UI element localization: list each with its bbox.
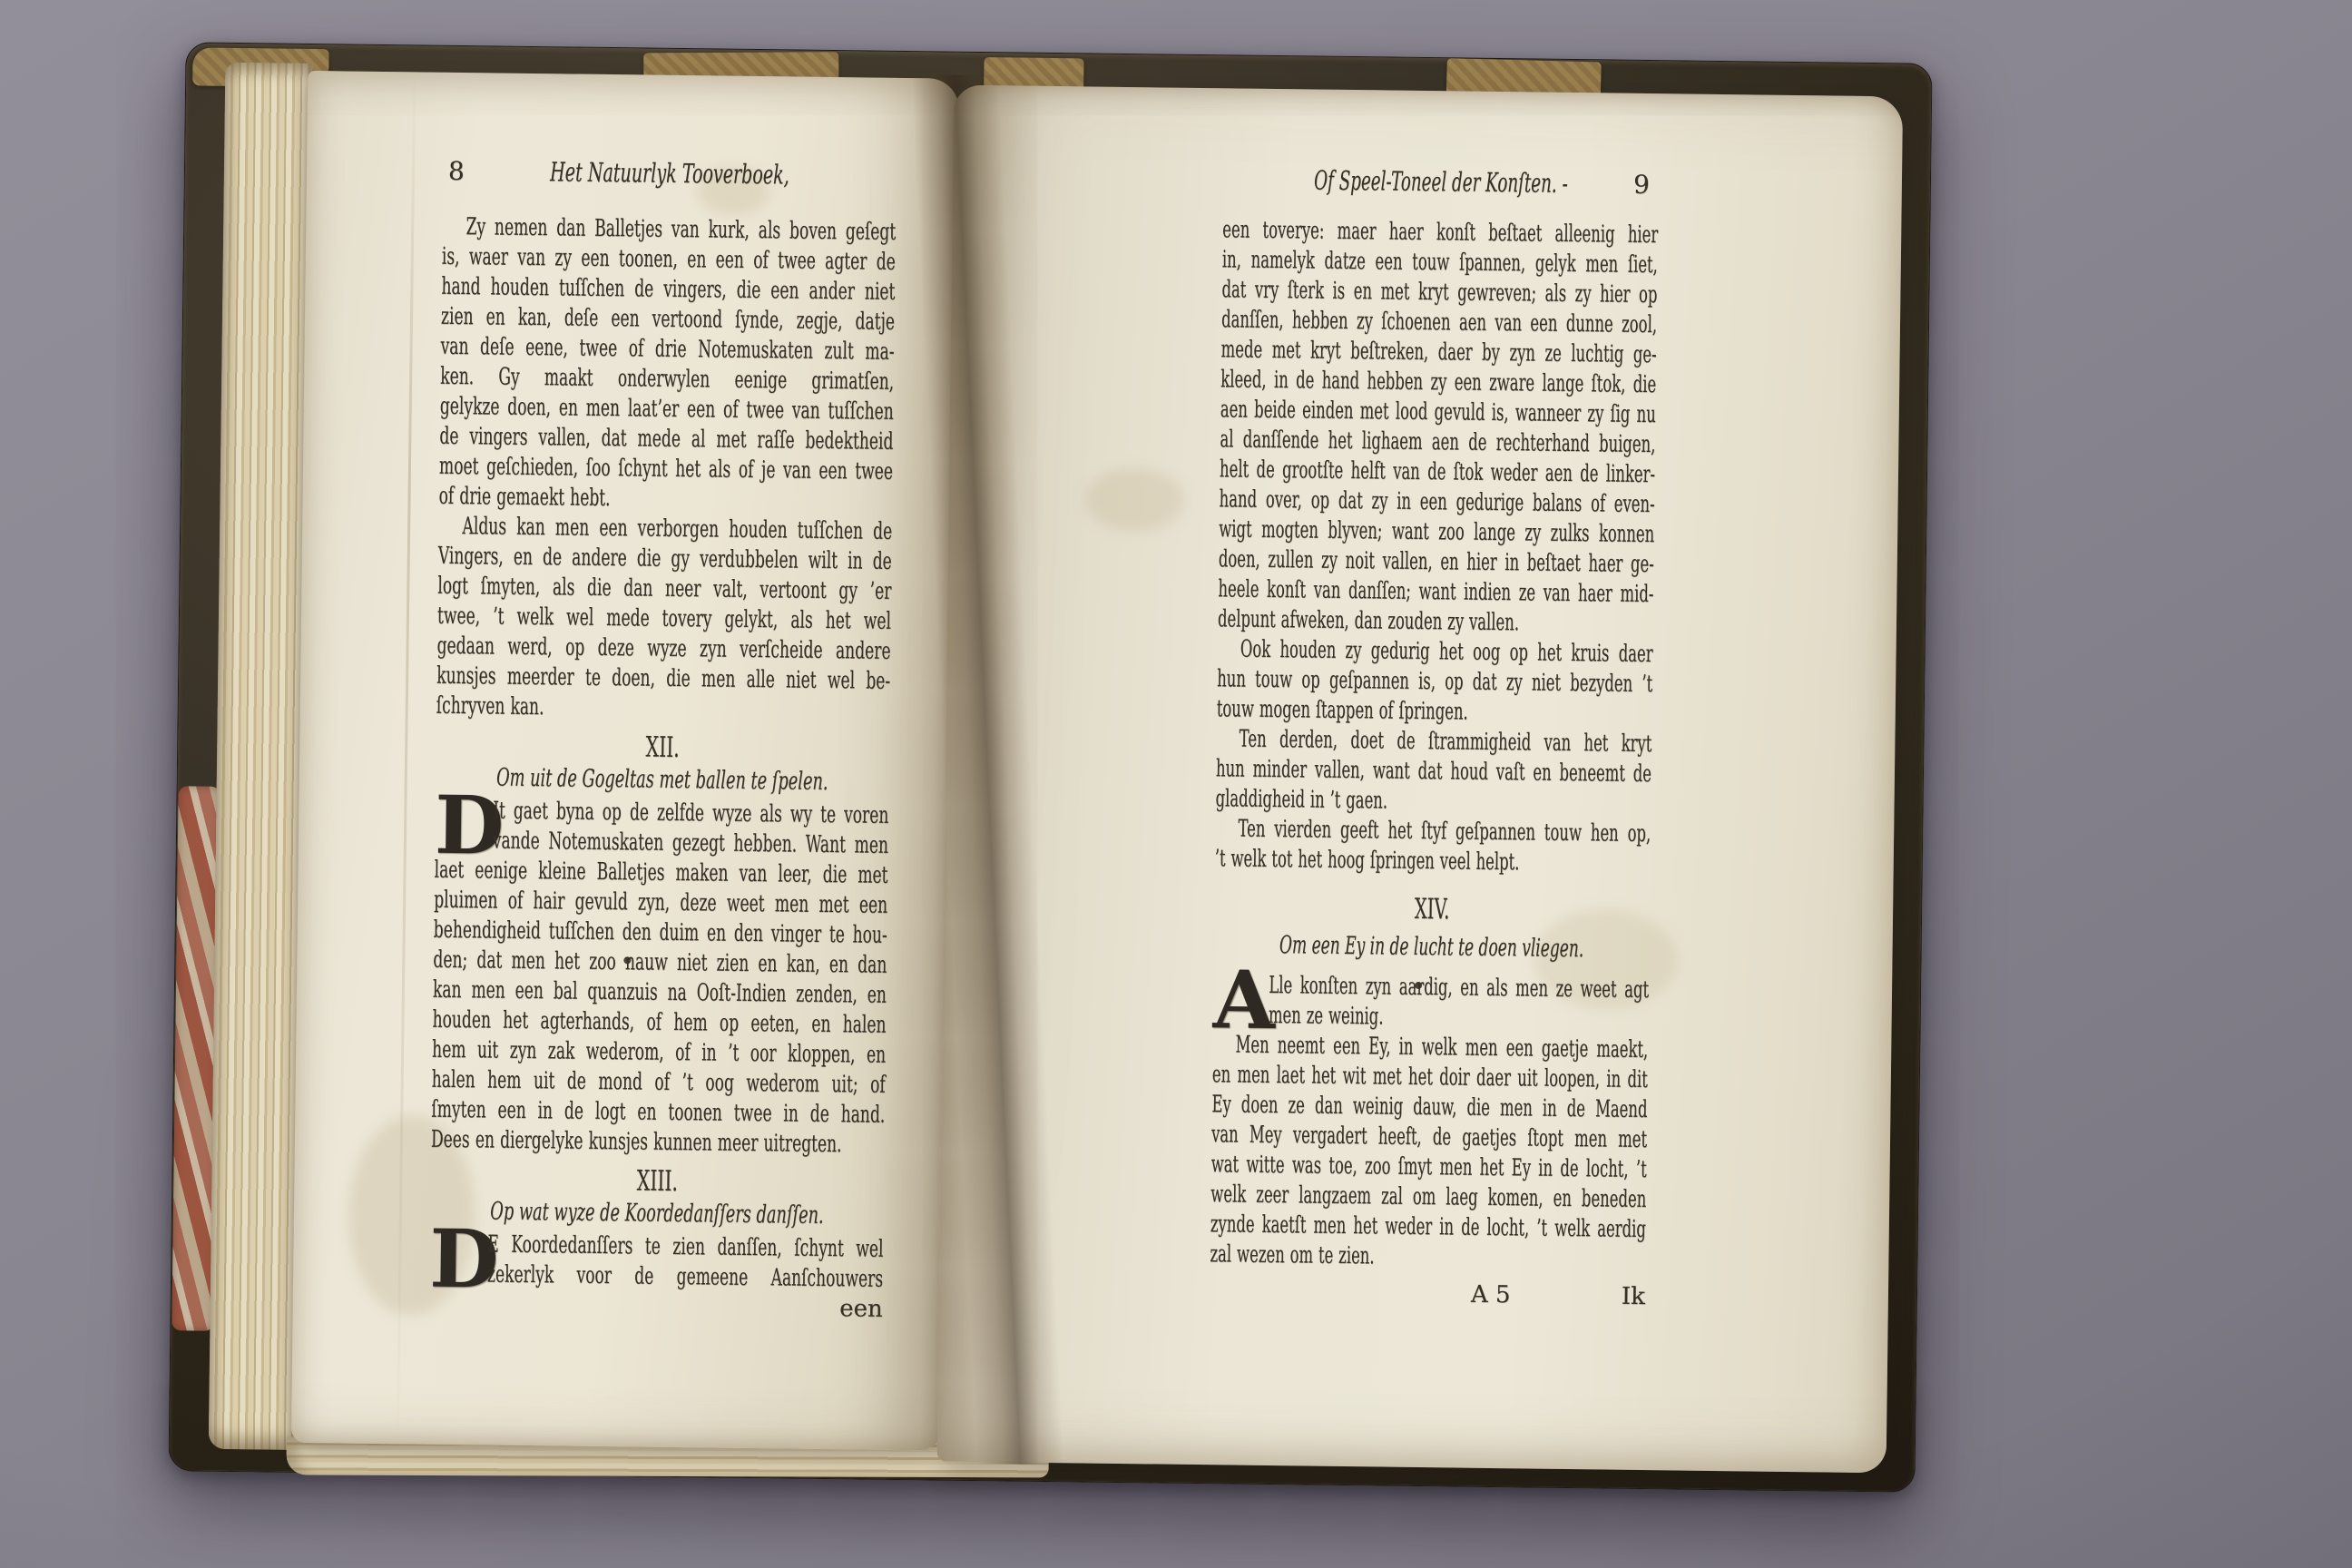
text-line: men ze weinig. bbox=[1268, 1001, 1384, 1031]
text-line: logt ſmyten, als die dan neer valt, vertoont gy ’er bbox=[437, 572, 892, 605]
text-line: ſchryven kan. bbox=[436, 691, 544, 721]
text-line: gelykze doen, en men laat’er een of twee van tuſſchen bbox=[439, 392, 894, 426]
page-number: 9 bbox=[1632, 169, 1651, 201]
right-page-text bbox=[1210, 164, 1659, 1312]
text-line: de vingers vallen, dat mede al met raſſe bedektheid bbox=[439, 422, 894, 456]
paragraph bbox=[1215, 814, 1651, 879]
text-line: Men neemt een Ey, in welk men een gaetje maekt, bbox=[1235, 1031, 1649, 1064]
running-title: Het Natuurlyk Tooverboek, bbox=[549, 156, 789, 191]
section-subtitle: Op wat wyze de Koordedanſſers danſſen. bbox=[490, 1197, 824, 1230]
text-line: hand houden tuſſchen de vingers, die een ander niet bbox=[441, 272, 896, 306]
text-line: E Koordedanſſers te zien danſſen, ſchynt wel bbox=[487, 1230, 884, 1263]
text-line: zekerlyk voor de gemeene Aanſchouwers bbox=[486, 1260, 884, 1293]
text-line: helt de grootſte helft van de ſtok weder aen de linker- bbox=[1219, 456, 1656, 489]
drop-cap: D bbox=[434, 777, 505, 873]
catchword: een bbox=[838, 1295, 883, 1323]
text-line: vande Notemuskaten gezegt hebben. Want men bbox=[492, 827, 889, 859]
text-line: Aldus kan men een verborgen houden tuſſchen de bbox=[462, 513, 893, 545]
page-number: 8 bbox=[447, 155, 466, 187]
text-line: en men laet het wit met het doir daer uit loopen, in dit bbox=[1211, 1061, 1649, 1094]
text-line: ’t welk tot het hoog ſpringen veel helpt. bbox=[1214, 845, 1520, 877]
text-line: gedaan werd, op deze wyze zyn verſcheide andere bbox=[436, 632, 891, 665]
text-blocks bbox=[1210, 215, 1658, 1275]
text-line: Ten derden, doet de ſtrammigheid van het kryt bbox=[1239, 725, 1652, 759]
page-header bbox=[1223, 164, 1659, 200]
section-heading: XIII. bbox=[636, 1164, 679, 1199]
stain bbox=[1084, 467, 1185, 532]
signature-mark: A 5 bbox=[1470, 1280, 1511, 1309]
text-line: kan men een bal quanzuis na Ooſt-Indien zenden, en bbox=[432, 975, 887, 1009]
left-page-text bbox=[429, 156, 897, 1325]
text-line: danſſen, hebben zy ſchoenen aen van een dunne zool, bbox=[1220, 306, 1658, 339]
text-line: behendigheid tuſſchen den duim en den vinger te hou- bbox=[433, 916, 887, 949]
page-crease bbox=[397, 72, 416, 1444]
right-page bbox=[937, 85, 1903, 1474]
text-line: It gaet byna op de zelfde wyze als wy te voren bbox=[493, 797, 889, 829]
text-line: hem uit zyn zak wederom, of in ’t oor kloppen, en bbox=[431, 1035, 887, 1069]
catchword: Ik bbox=[1621, 1282, 1646, 1311]
text-line: pluimen of hair gevuld zyn, deze weet men met een bbox=[433, 886, 888, 919]
text-line: houden het agterhands, of hem op eeten, en halen bbox=[432, 1005, 887, 1039]
text-line: halen hem uit de mond of ’t oog wederom uit; of bbox=[431, 1065, 886, 1099]
text-line: twee, ’t welk wel mede tovery gelykt, als het wel bbox=[436, 602, 892, 635]
text-line: zal wezen om te zien. bbox=[1210, 1240, 1375, 1270]
text-line: een toverye: maer haer konſt beſtaet alleenig hier bbox=[1222, 216, 1659, 250]
text-line: van deſe eene, twee of drie Notemuskaten zult ma- bbox=[440, 332, 895, 366]
section-subtitle: Om uit de Gogeltas met ballen te ſpelen. bbox=[495, 763, 828, 797]
paragraph bbox=[1215, 724, 1651, 819]
text-line: touw mogen ſtappen of ſpringen. bbox=[1216, 695, 1468, 726]
text-line: gladdigheid in ’t gaen. bbox=[1215, 785, 1388, 815]
left-page bbox=[291, 71, 959, 1451]
text-line: Ook houden zy gedurig het oog op het kruis daer bbox=[1240, 635, 1653, 669]
paragraph bbox=[1210, 1030, 1648, 1275]
text-line: heele konſt van danſſen; want indien ze van haer mid- bbox=[1218, 575, 1654, 609]
page-footer bbox=[1210, 1277, 1645, 1312]
text-blocks bbox=[428, 212, 897, 1307]
text-line: zien en kan, deſe een vertoond ſynde, zegje, datje bbox=[440, 302, 896, 336]
section-heading: XII. bbox=[645, 730, 681, 765]
text-line: laet eenige kleine Balletjes maken van leer, die met bbox=[434, 856, 888, 889]
text-line: dat vry ſterk is en met kryt gewreven; als zy hier op bbox=[1221, 276, 1658, 309]
text-line: den; dat men het zoo nauw niet zien en kan, en dan bbox=[433, 946, 887, 979]
text-line: zynde kaetſt men het weder in de locht, ’t welk aerdig bbox=[1210, 1210, 1647, 1244]
section-subtitle: Om een Ey in de lucht te doen vliegen. bbox=[1279, 931, 1584, 964]
drop-cap: A bbox=[1212, 952, 1276, 1048]
text-line: kleed, in de hand hebben zy een zware lange ſtok, die bbox=[1220, 366, 1657, 399]
text-line: Ten vierden geeft het ſtyf geſpannen touw hen op, bbox=[1238, 815, 1651, 848]
text-line: is, waer van zy een toonen, en een of twee agter de bbox=[441, 242, 896, 276]
text-line: delpunt afweken, dan zouden zy vallen. bbox=[1217, 605, 1520, 637]
paragraph bbox=[438, 212, 896, 517]
text-line: wat witte was toe, zoo ſmyt men het Ey in de locht, ’t bbox=[1210, 1151, 1647, 1184]
text-line: moet geſchieden, ſoo ſchynt het als of je van een twee bbox=[438, 452, 894, 485]
text-line: in, namelyk datze een touw ſpannen, gelyk men ſiet, bbox=[1221, 246, 1659, 279]
book bbox=[168, 42, 1932, 1492]
text-line: doen, zullen zy noit vallen, en hier in beſtaet haer ge- bbox=[1218, 545, 1654, 579]
text-line: van Mey vergadert heeft, de gaetjes ſtopt men met bbox=[1210, 1121, 1648, 1154]
text-line: Zy nemen dan Balletjes van kurk, als boven geſegt bbox=[466, 213, 897, 246]
text-line: Vingers, en de andere die gy verdubbelen wilt in de bbox=[437, 542, 892, 575]
text-line: Lle konſten zyn aardig, en als men ze weet agt bbox=[1269, 971, 1650, 1004]
page-header bbox=[443, 156, 897, 191]
text-line: hun minder vallen, want dat houd vaſt en beneemt de bbox=[1215, 755, 1652, 789]
text-line: aen beide einden met lood gevuld is, wanneer zy ſig nu bbox=[1220, 396, 1656, 429]
text-line: of drie gemaekt hebt. bbox=[438, 482, 611, 513]
text-line: hand over, op dat zy in een gedurige balans of even- bbox=[1219, 485, 1655, 519]
text-line: ſmyten een in de logt en toonen twee in de hand. bbox=[431, 1095, 886, 1129]
running-title: Of Speel-Toneel der Konſten. - bbox=[1313, 164, 1568, 199]
text-line: Ey doen ze dan weinig dauw, die men in de Maend bbox=[1211, 1091, 1648, 1124]
drop-cap: D bbox=[428, 1210, 500, 1307]
text-line: al danſſende het lighaem aen de rechterhand buigen, bbox=[1220, 426, 1656, 459]
text-line: kunsjes meerder te doen, die men alle niet wel be- bbox=[436, 662, 891, 695]
text-line: Dees en diergelyke kunsjes kunnen meer uitregten. bbox=[430, 1125, 842, 1159]
text-line: wigt mogten blyven; want zoo lange zy zulks konnen bbox=[1219, 515, 1655, 549]
paragraph bbox=[436, 512, 893, 727]
section-heading: XIV. bbox=[1414, 892, 1450, 926]
text-line: hun touw op geſpannen is, op dat zy niet bezyden ’t bbox=[1217, 665, 1653, 699]
paragraph bbox=[1218, 215, 1659, 640]
text-line: welk zeer langzaem zal om laeg komen, en beneden bbox=[1210, 1181, 1647, 1214]
text-line: ken. Gy maakt onderwylen eenige grimatſen, bbox=[440, 362, 895, 396]
paragraph bbox=[1217, 634, 1653, 730]
text-line: mede met kryt beſtreken, daer by zyn ze luchtig ge- bbox=[1220, 336, 1657, 369]
